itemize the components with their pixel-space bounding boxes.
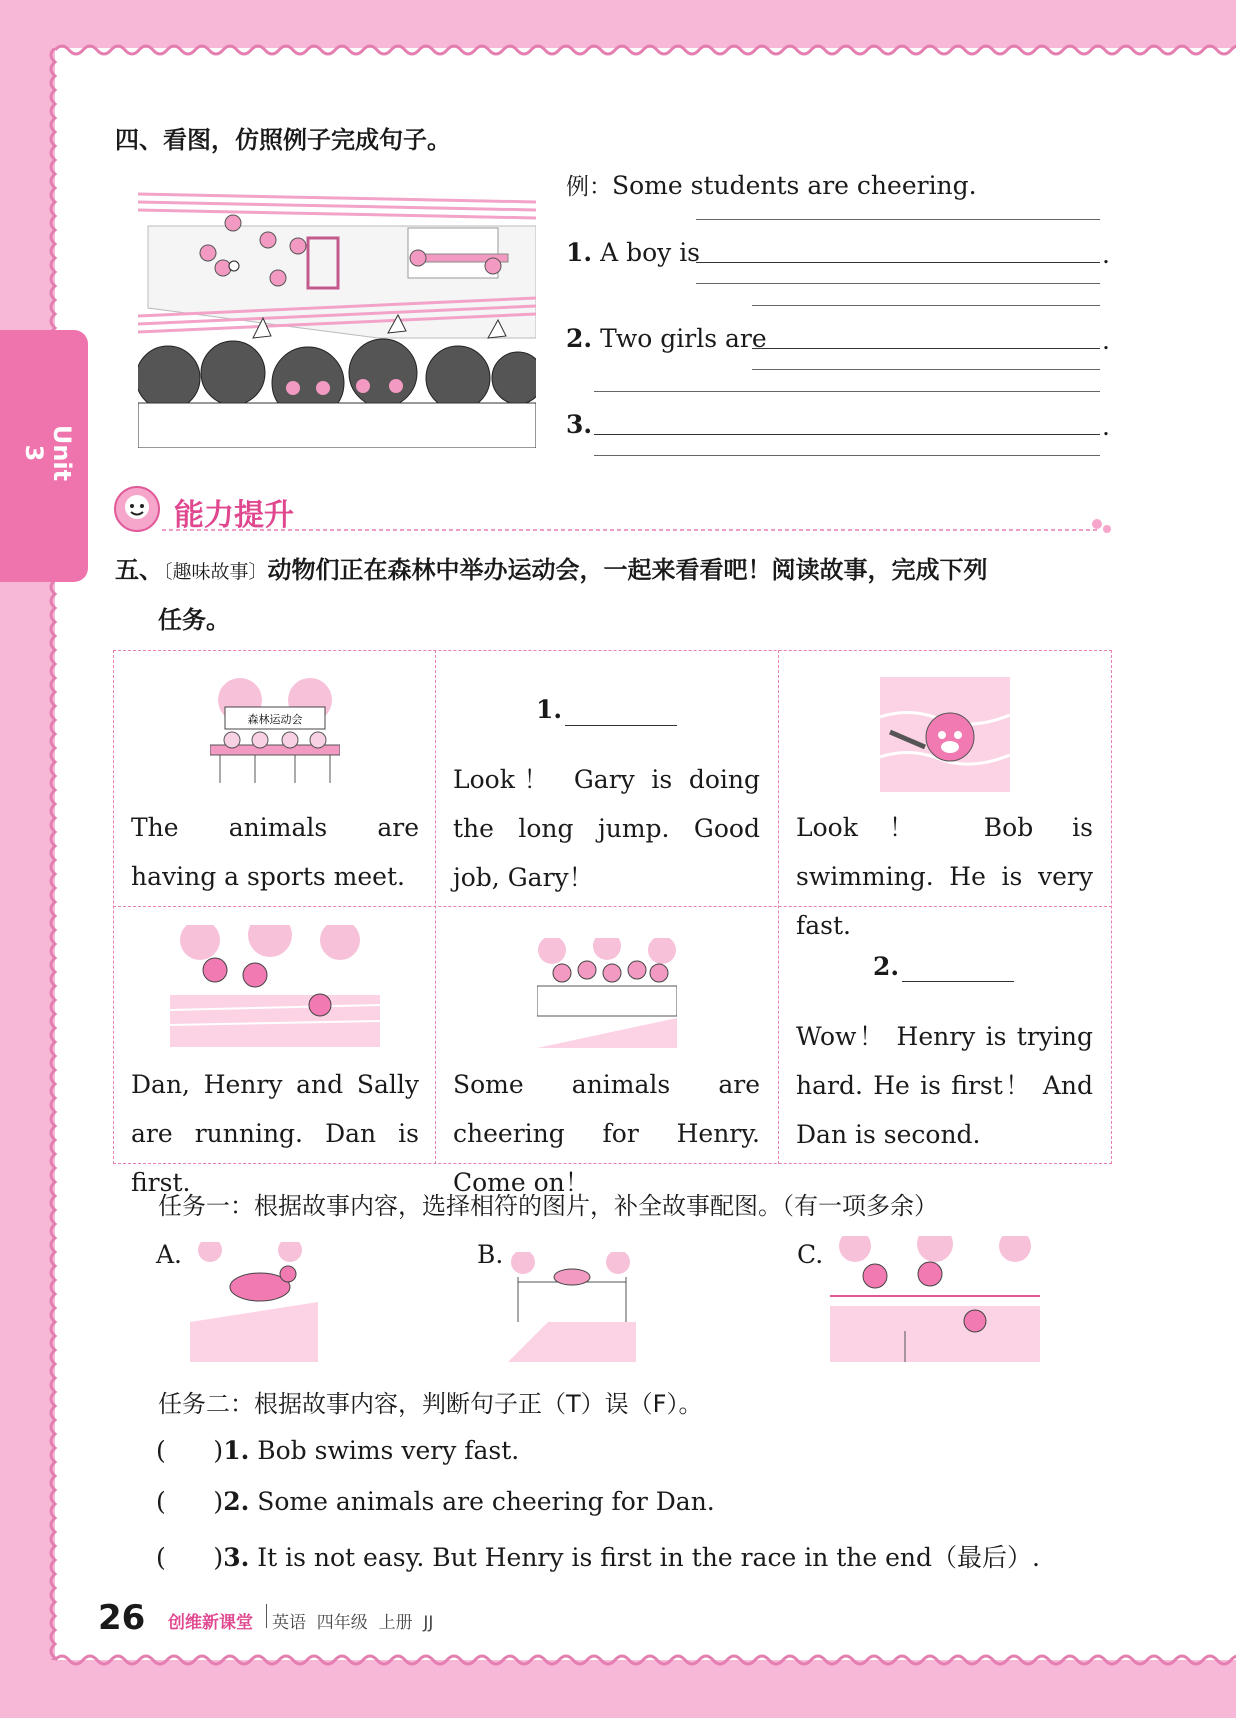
cell2-answer-line[interactable] [565, 725, 677, 726]
guide-line [594, 455, 1100, 456]
footer-brand: 创维新课堂 [168, 1613, 253, 1633]
option-b-high-jump[interactable] [508, 1252, 636, 1362]
unit-side-tab [0, 330, 88, 582]
banner-title: 能力提升 [174, 498, 294, 533]
tf-item-2 [156, 1487, 715, 1516]
item1-text: A boy is [600, 238, 701, 267]
unit-label: Unit 3 [20, 424, 76, 482]
tf-item-3 [156, 1538, 1040, 1574]
cell2-number: 1. [536, 695, 563, 724]
answer-line-3[interactable] [594, 434, 1100, 435]
option-a-label: A. [156, 1240, 183, 1269]
guide-line [752, 369, 1100, 370]
wavy-border-left [47, 48, 63, 1660]
footer-info: 英语 四年级 上册 JJ [272, 1613, 434, 1633]
cell3-text: Look！ Bob is swimming. He is very fast. [796, 813, 1093, 940]
tf-item1-number: 1. [223, 1436, 250, 1465]
option-c-label: C. [797, 1240, 824, 1269]
option-c-race-finish[interactable] [830, 1236, 1040, 1362]
animals-cheering-picture [537, 938, 677, 1048]
task2-title: 任务二：根据故事内容，判断句子正（T）误（F）。 [158, 1390, 703, 1418]
cell6-text: Wow！ Henry is trying hard. He is first！ And Dan is second. [796, 1022, 1093, 1149]
tf-item3-text: It is not easy. But Henry is first in the race in the end（最后）. [257, 1543, 1040, 1572]
item1-number: 1. [566, 238, 593, 267]
forest-sports-meet-picture [210, 675, 340, 785]
guide-line [696, 283, 1100, 284]
cell4-text: Dan, Henry and Sally are running. Dan is first. [131, 1070, 419, 1197]
item3-number: 3. [566, 410, 593, 439]
section4-title: 四、看图，仿照例子完成句子。 [115, 126, 451, 154]
tf-item2-text: Some animals are cheering for Dan. [257, 1487, 715, 1516]
example-sentence: Some students are cheering. [612, 171, 977, 200]
answer-line-2[interactable] [752, 348, 1100, 349]
cell2-text: Look！ Gary is doing the long jump. Good job, Gary！ [453, 765, 760, 892]
cell1-text: The animals are having a sports meet. [131, 813, 419, 891]
grid-divider [778, 650, 779, 1164]
cell6-answer-line[interactable] [902, 981, 1014, 982]
section5-title: 动物们正在森林中举办运动会，一起来看看吧！阅读故事，完成下列 [267, 556, 988, 584]
tf-bracket-open[interactable]: ( ) [156, 1487, 224, 1516]
option-a-kangaroo-long-jump[interactable] [190, 1242, 318, 1362]
tf-bracket-open[interactable]: ( ) [156, 1436, 224, 1465]
item1-period: . [1102, 240, 1110, 269]
tf-item-1 [156, 1436, 519, 1465]
section5-prefix: 五、 [115, 556, 163, 584]
bear-swimming-picture [880, 677, 1010, 792]
animals-running-picture [170, 925, 380, 1047]
sports-field-picture [138, 188, 536, 448]
item2-period: . [1102, 326, 1110, 355]
cell5-text: Some animals are cheering for Henry. Come on！ [453, 1070, 760, 1197]
item2-text: Two girls are [600, 324, 767, 353]
guide-line [594, 391, 1100, 392]
guide-line [696, 219, 1100, 220]
task1-title: 任务一：根据故事内容，选择相符的图片，补全故事配图。（有一项多余） [158, 1192, 938, 1220]
footer-divider [266, 1604, 267, 1628]
page-number: 26 [98, 1598, 146, 1638]
tf-item1-text: Bob swims very fast. [257, 1436, 520, 1465]
wavy-border-bottom [55, 1652, 1236, 1668]
answer-line-1[interactable] [696, 262, 1100, 263]
tf-item2-number: 2. [223, 1487, 250, 1516]
cell6-number: 2. [873, 952, 900, 981]
wavy-border-top [55, 42, 1236, 58]
guide-line [752, 305, 1100, 306]
option-b-label: B. [477, 1240, 504, 1269]
item2-number: 2. [566, 324, 593, 353]
item3-period: . [1102, 412, 1110, 441]
tf-item3-number: 3. [223, 1543, 250, 1572]
section5-tag: 〔趣味故事〕 [163, 561, 268, 583]
section5-title-cont: 任务。 [158, 606, 230, 634]
sign-text: 森林运动会 [247, 713, 303, 726]
tf-bracket-open[interactable]: ( ) [156, 1543, 224, 1572]
grid-divider [435, 650, 436, 1164]
example-prefix: 例： [566, 174, 612, 200]
